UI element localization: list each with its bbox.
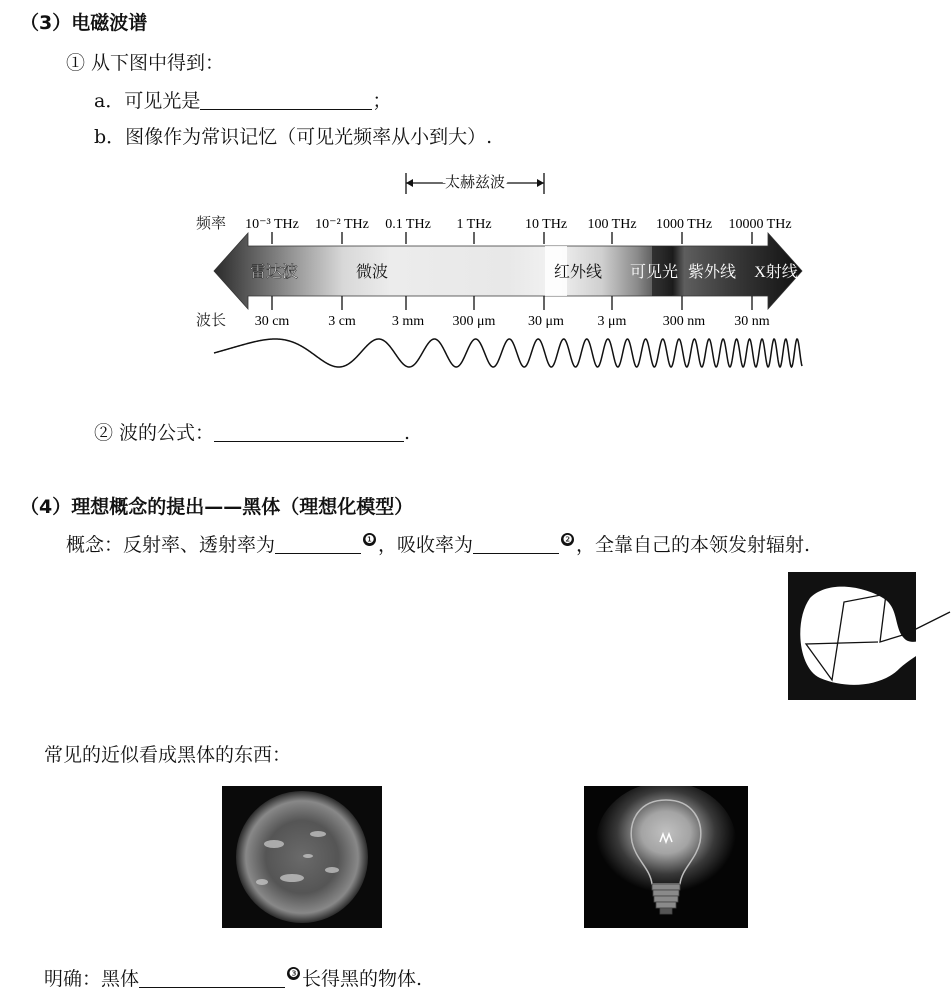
item-a-prefix: a．可见光是 [94,90,201,112]
frequency-ticks [245,217,791,232]
section3-title: （3）电磁波谱 [20,12,148,34]
lower-tick-lines [272,296,752,310]
wavelength-tick: 30 μm [528,314,564,329]
concept-prefix: 概念：反射率、透射率为 [66,534,276,556]
freq-tick: 1000 THz [655,217,713,232]
item-a [94,86,391,113]
marker-3: ❸ [288,967,299,980]
blackbody-blank[interactable] [139,969,285,988]
examples-heading: 常见的近似看成黑体的东西： [44,744,292,766]
freq-tick: 10⁻³ THz [245,217,299,232]
cavity-interior [800,587,952,685]
wavelength-tick: 300 nm [662,314,706,329]
item2-suffix: . [404,422,411,444]
wavelength-tick: 30 nm [734,314,770,329]
sun-image [222,786,382,928]
thz-label: 太赫兹波 [444,175,506,191]
wavelength-axis-label: 波长 [196,313,227,329]
blackbody-cavity-diagram [788,572,952,702]
wave-formula-blank[interactable] [214,423,404,442]
visible-light-blank[interactable] [200,91,372,110]
concept-line [66,530,810,557]
reflectivity-blank[interactable] [275,535,361,554]
freq-tick: 100 THz [587,217,637,232]
light-bulb-image [584,786,748,928]
wavelength-tick: 3 mm [391,314,425,329]
item1-heading: ① 从下图中得到： [66,52,225,74]
freq-axis-label: 频率 [196,216,227,232]
item-a-suffix: ； [372,90,392,112]
section4-title: （4）理想概念的提出——黑体（理想化模型） [20,496,414,518]
clarify-prefix: 明确：黑体 [44,968,140,990]
band-visible: 可见光 [629,264,679,281]
clarify-line [44,964,422,991]
wavelength-tick: 300 μm [452,314,496,329]
freq-tick: 10000 THz [728,217,792,232]
band-infrared: 红外线 [553,264,603,281]
sun-disk [236,791,368,923]
wavelength-tick: 3 μm [597,314,627,329]
spectrum-figure [0,160,952,390]
freq-tick: 10 THz [524,217,568,232]
marker-1: ❶ [364,533,375,546]
concept-suffix: ，全靠自己的本领发射辐射. [576,534,811,556]
freq-tick: 1 THz [456,217,492,232]
wavelength-tick: 3 cm [328,314,356,329]
item-b: b．图像作为常识记忆（可见光频率从小到大）. [94,126,493,148]
freq-tick: 0.1 THz [385,217,431,232]
upper-tick-lines [272,232,752,244]
concept-mid: ，吸收率为 [378,534,474,556]
band-xray: X射线 [754,264,798,281]
clarify-suffix: 长得黑的物体. [302,968,423,990]
item2-prefix: ② 波的公式： [94,422,215,444]
band-radar: 雷达波 [249,264,299,281]
item2 [94,418,410,445]
wave-illustration [214,339,802,367]
freq-tick: 10⁻² THz [315,217,369,232]
band-microwave: 微波 [355,264,389,281]
absorptivity-blank[interactable] [473,535,559,554]
band-ultraviolet: 紫外线 [687,264,737,281]
marker-2: ❷ [562,533,573,546]
wavelength-tick: 30 cm [254,314,290,329]
wavelength-ticks [255,314,770,329]
